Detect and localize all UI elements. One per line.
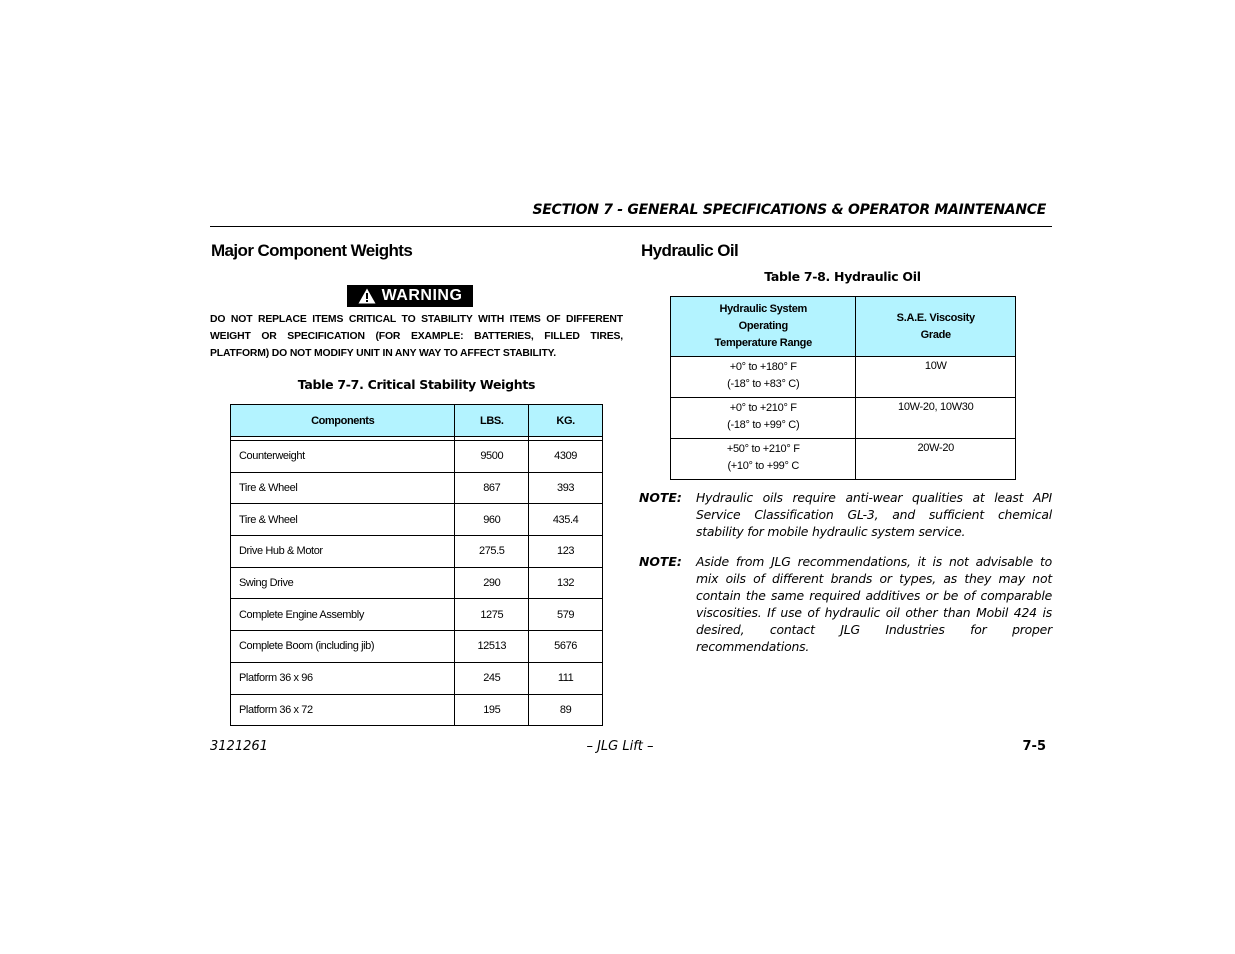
warning-triangle-icon: [358, 288, 376, 304]
lbs-cell: 275.5: [455, 536, 529, 568]
temperature-fahrenheit: +0° to +180° F: [729, 361, 797, 373]
note-text: Hydraulic oils require anti-wear qualities at least API Service Classification GL-3, and sufficient chemical stability for mobile hydraulic system service.: [696, 490, 1052, 539]
oil-table-body: [671, 357, 1016, 480]
footer-page-number: 7-5: [1022, 739, 1046, 754]
viscosity-grade-cell: 20W-20: [856, 439, 1016, 480]
table-row: [231, 504, 603, 536]
table-row: [671, 357, 1016, 398]
note-anti-wear: [639, 489, 1052, 540]
table-row: [231, 631, 603, 663]
table-row: [671, 398, 1016, 439]
table-row: [231, 599, 603, 631]
warning-label: WARNING: [381, 287, 463, 304]
component-cell: Drive Hub & Motor: [231, 536, 455, 568]
component-cell: Tire & Wheel: [231, 472, 455, 504]
note-text: Aside from JLG recommendations, it is not advisable to mix oils of different brands or types, as they may not contain the same required additives or be of comparable viscosities. If use of hydraulic oil other than Mobil 424 is desired, contact JLG Industries for proper recommendations.: [696, 554, 1052, 654]
viscosity-grade-cell: 10W: [856, 357, 1016, 398]
temperature-celsius: (+10° to +99° C: [727, 460, 800, 472]
section-header: SECTION 7 - GENERAL SPECIFICATIONS & OPERATOR MAINTENANCE: [532, 202, 1046, 218]
lbs-cell: 867: [455, 472, 529, 504]
column-header-temperature-range: [671, 297, 856, 357]
table-row: [231, 662, 603, 694]
hydraulic-oil-heading: Hydraulic Oil: [641, 241, 739, 260]
kg-cell: 132: [529, 567, 603, 599]
note-label: NOTE:: [639, 490, 682, 505]
kg-cell: 5676: [529, 631, 603, 663]
header-line: Grade: [920, 328, 951, 341]
footer-doc-number: 3121261: [210, 739, 268, 754]
temperature-celsius: (-18° to +83° C): [727, 378, 800, 390]
header-rule: [210, 226, 1052, 227]
kg-cell: 435.4: [529, 504, 603, 536]
temperature-celsius: (-18° to +99° C): [727, 419, 800, 431]
kg-cell: 89: [529, 694, 603, 726]
table-row: [671, 439, 1016, 480]
table-row: [231, 441, 603, 473]
note-label: NOTE:: [639, 554, 682, 569]
temperature-range-cell: [671, 398, 856, 439]
component-cell: Platform 36 x 96: [231, 662, 455, 694]
temperature-fahrenheit: +50° to +210° F: [726, 443, 800, 455]
header-line: S.A.E. Viscosity: [896, 311, 975, 324]
component-cell: Counterweight: [231, 441, 455, 473]
column-header-viscosity-grade: [856, 297, 1016, 357]
table-row: [231, 472, 603, 504]
kg-cell: 4309: [529, 441, 603, 473]
lbs-cell: 1275: [455, 599, 529, 631]
table-row: [231, 536, 603, 568]
lbs-cell: 290: [455, 567, 529, 599]
note-mixing-oils: [639, 553, 1052, 655]
header-line: Operating: [738, 320, 788, 332]
critical-stability-weights-table: [230, 404, 603, 726]
temperature-range-cell: [671, 439, 856, 480]
kg-cell: 123: [529, 536, 603, 568]
lbs-cell: 195: [455, 694, 529, 726]
kg-cell: 579: [529, 599, 603, 631]
viscosity-grade-cell: 10W-20, 10W30: [856, 398, 1016, 439]
column-header-kg: KG.: [529, 405, 603, 437]
component-cell: Complete Boom (including jib): [231, 631, 455, 663]
temperature-range-cell: [671, 357, 856, 398]
column-header-components: Components: [231, 405, 455, 437]
column-header-lbs: LBS.: [455, 405, 529, 437]
header-line: Hydraulic System: [719, 303, 807, 315]
table-row: [231, 567, 603, 599]
component-cell: Complete Engine Assembly: [231, 599, 455, 631]
component-cell: Swing Drive: [231, 567, 455, 599]
lbs-cell: 9500: [455, 441, 529, 473]
footer-center-text: – JLG Lift –: [586, 739, 654, 754]
warning-text: DO NOT REPLACE ITEMS CRITICAL TO STABILITY WITH ITEMS OF DIFFERENT WEIGHT OR SPECIFICATION (FOR EXAMPLE: BATTERIES, FILLED TIRES, PLATFORM) DO NOT MODIFY UNIT IN ANY WAY TO AFFECT STABILITY.: [210, 314, 623, 359]
table-7-7-caption: Table 7-7. Critical Stability Weights: [297, 377, 536, 392]
temperature-fahrenheit: +0° to +210° F: [729, 402, 797, 414]
lbs-cell: 960: [455, 504, 529, 536]
lbs-cell: 245: [455, 662, 529, 694]
component-cell: Platform 36 x 72: [231, 694, 455, 726]
warning-badge: [347, 285, 473, 307]
table-row: [231, 694, 603, 726]
table-7-8-caption: Table 7-8. Hydraulic Oil: [764, 269, 921, 284]
hydraulic-oil-table: [670, 296, 1016, 480]
weights-table-body: [231, 437, 603, 726]
major-component-weights-heading: Major Component Weights: [211, 241, 413, 260]
kg-cell: 111: [529, 662, 603, 694]
lbs-cell: 12513: [455, 631, 529, 663]
kg-cell: 393: [529, 472, 603, 504]
header-line: Temperature Range: [714, 337, 812, 349]
component-cell: Tire & Wheel: [231, 504, 455, 536]
